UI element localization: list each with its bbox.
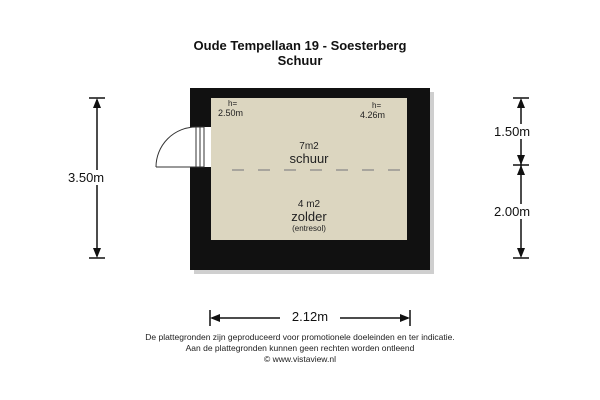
disclaimer-line-1: De plattegronden zijn geproduceerd voor promotionele doeleinden en ter indicatie. xyxy=(145,332,455,342)
room-schuur-name: schuur xyxy=(289,151,329,166)
height-right-label: h= xyxy=(372,101,382,110)
room-zolder-name: zolder xyxy=(291,209,327,224)
dim-label-total-height: 3.50m xyxy=(68,170,105,185)
plan-title: Oude Tempellaan 19 - Soesterberg xyxy=(193,38,407,53)
dim-arrow-up xyxy=(93,98,101,108)
disclaimer-line-2: Aan de plattegronden kunnen geen rechten worden ontleend xyxy=(185,343,415,353)
dim-arrow-right-bottom xyxy=(517,248,525,258)
dim-arrow-left xyxy=(210,314,220,322)
dim-arrow-down xyxy=(93,248,101,258)
dim-label-width: 2.12m xyxy=(280,309,340,324)
dim-arrow-right-mid-down xyxy=(517,165,525,175)
copyright-line: © www.vistaview.nl xyxy=(264,354,336,364)
dim-arrow-right xyxy=(400,314,410,322)
height-left-label: h= xyxy=(228,99,238,108)
room-zolder-note: (entresol) xyxy=(292,224,326,233)
room-zolder-area: 4 m2 xyxy=(297,199,321,210)
height-left-value: 2.50m xyxy=(218,108,244,118)
height-right-value: 4.26m xyxy=(360,110,386,120)
room-schuur-area: 7m2 xyxy=(299,141,319,152)
dim-arrow-right-mid-up xyxy=(517,155,525,165)
dim-arrow-right-top xyxy=(517,98,525,108)
plan-subtitle: Schuur xyxy=(277,53,323,68)
dim-label-upper-height: 1.50m xyxy=(494,124,531,139)
dim-label-lower-height: 2.00m xyxy=(494,204,531,219)
